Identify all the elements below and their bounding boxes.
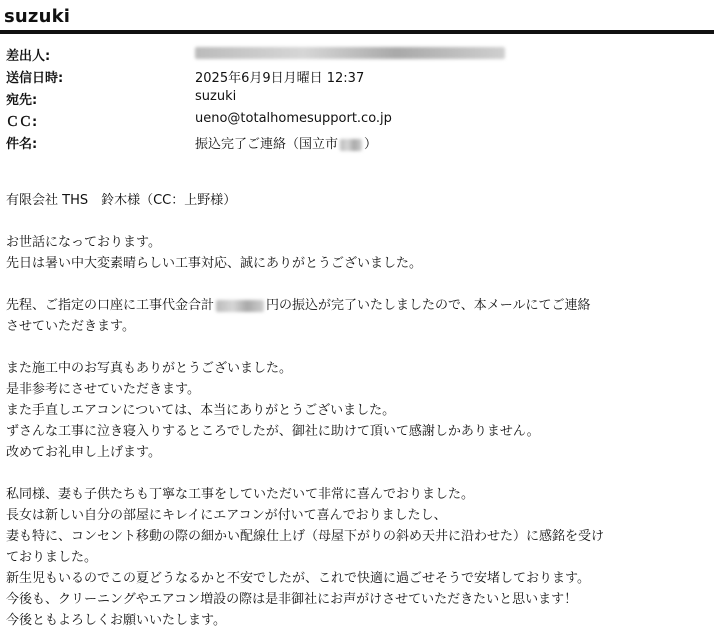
body-line: 先日は暑い中大変素晴らしい工事対応、誠にありがとうございました。 <box>6 256 423 271</box>
redacted-sender <box>195 47 505 59</box>
body-line: お世話になっております。 <box>6 235 161 250</box>
subject-prefix: 振込完了ご連絡（国立市 <box>195 137 339 152</box>
sent-row <box>6 64 706 86</box>
email-body <box>6 190 710 631</box>
sent-value: 2025年6月9日月曜日 12:37 <box>195 71 365 86</box>
body-line: 新生児もいるのでこの夏どうなるかと不安でしたが、これで快適に過ごせそうで安堵しております。 <box>6 571 590 586</box>
body-line: 今後も、クリーニングやエアコン増設の際は是非御社にお声がけさせていただきたいと思います！ <box>6 592 578 607</box>
to-value: suzuki <box>195 89 237 104</box>
cc-value: ueno@totalhomesupport.co.jp <box>195 111 392 126</box>
blank-line <box>6 337 710 358</box>
from-label: 差出人: <box>6 49 51 64</box>
from-value <box>195 45 505 60</box>
redacted-subject-part <box>340 139 362 151</box>
redacted-amount <box>216 300 264 312</box>
sent-label: 送信日時: <box>6 71 64 86</box>
subject-suffix: ） <box>364 137 378 152</box>
cc-label: ＣＣ: <box>6 115 38 130</box>
from-row <box>6 42 706 64</box>
body-line: 是非参考にさせていただきます。 <box>6 382 200 397</box>
payment-line <box>6 295 710 316</box>
email-header <box>6 42 706 152</box>
to-row <box>6 86 706 108</box>
subject-label: 件名: <box>6 137 38 152</box>
subject-row <box>6 130 706 152</box>
body-line: ておりました。 <box>6 550 98 565</box>
body-line: 改めてお礼申し上げます。 <box>6 445 161 460</box>
payment-text-pre: 先程、ご指定の口座に工事代金合計 <box>6 298 215 313</box>
body-line: 妻も特に、コンセント移動の際の細かい配線仕上げ（母屋下がりの斜め天井に沿わせた）に感銘を受け <box>6 529 605 544</box>
payment-text-post: 円の振込が完了いたしましたので、本メールにてご連絡 <box>266 298 591 313</box>
to-label: 宛先: <box>6 93 38 108</box>
body-line: また手直しエアコンについては、本当にありがとうございました。 <box>6 403 396 418</box>
title-divider <box>0 30 714 34</box>
subject-value <box>195 133 377 152</box>
title-bar <box>0 0 714 34</box>
cc-row <box>6 108 706 130</box>
body-line: 私同様、妻も子供たちも丁寧な工事をしていただいて非常に喜んでおりました。 <box>6 487 475 502</box>
body-line: ずさんな工事に泣き寝入りするところでしたが、御社に助けて頂いて感謝しかありません。 <box>6 424 540 439</box>
body-line: 長女は新しい自分の部屋にキレイにエアコンが付いて喜んでおりましたし、 <box>6 508 447 523</box>
blank-line <box>6 463 710 484</box>
body-line: また施工中のお写真もありがとうございました。 <box>6 361 293 376</box>
salutation: 有限会社 THS 鈴木様（CC：上野様） <box>6 193 237 208</box>
window-title: suzuki <box>4 6 71 27</box>
body-line: させていただきます。 <box>6 319 135 334</box>
blank-line <box>6 211 710 232</box>
closing-line: 今後ともよろしくお願いいたします。 <box>6 613 226 628</box>
blank-line <box>6 274 710 295</box>
